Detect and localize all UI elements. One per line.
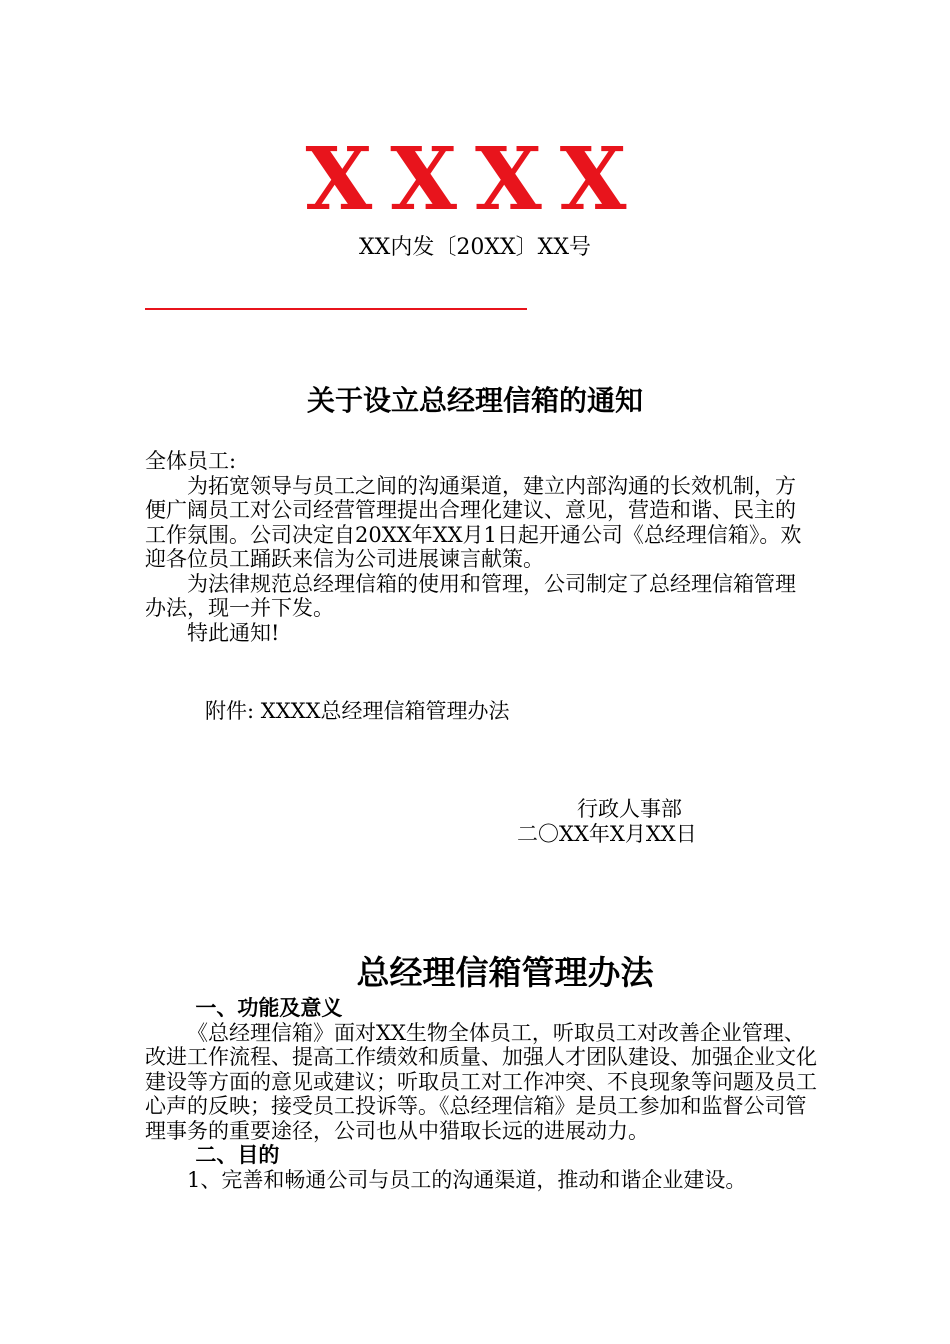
section-paragraph: 《总经理信箱》面对XX生物全体员工，听取员工对改善企业管理、改进工作流程、提高工作绩效和质量、加强人才团队建设、加强企业文化建设等方面的意见或建议；听取员工对工作冲突、不良现象等问题及员工心声的反映；接受员工投诉等。《总经理信箱》是员工参加和监督公司管理事务的重要途径，公司也从中猎取长远的进展动力。 <box>145 1020 817 1143</box>
notice-paragraph: 为法律规范总经理信箱的使用和管理，公司制定了总经理信箱管理办法，现一并下发。 <box>145 571 796 620</box>
section-paragraph: 1、完善和畅通公司与员工的沟通渠道，推动和谐企业建设。 <box>187 1167 747 1192</box>
masthead-title: XXXX <box>305 129 645 230</box>
notice-body <box>145 449 805 645</box>
notice-paragraph: 为拓宽领导与员工之间的沟通渠道，建立内部沟通的长效机制，方便广阔员工对公司经营管理提出合理化建议、意见，营造和谐、民主的工作氛围。公司决定自20XX年XX月1日起开通公司《总经理信箱》。欢迎各位员工踊跃来信为公司进展谏言献策。 <box>145 473 802 571</box>
rules-title: 总经理信箱管理办法 <box>356 953 654 992</box>
notice-closing: 特此通知! <box>187 620 280 645</box>
salutation: 全体员工: <box>145 449 237 473</box>
notice-title: 关于设立总经理信箱的通知 <box>306 384 643 417</box>
red-divider-line <box>145 308 527 310</box>
issuing-department: 行政人事部 <box>577 797 682 821</box>
section-heading: 二、目的 <box>195 1143 280 1167</box>
issue-date: 二〇XX年X月XX日 <box>517 822 697 846</box>
document-number: XX内发〔20XX〕XX号 <box>359 235 591 260</box>
rules-body <box>145 996 825 1192</box>
attachment-line: 附件: XXXX总经理信箱管理办法 <box>205 699 510 723</box>
section-heading: 一、功能及意义 <box>195 996 343 1020</box>
